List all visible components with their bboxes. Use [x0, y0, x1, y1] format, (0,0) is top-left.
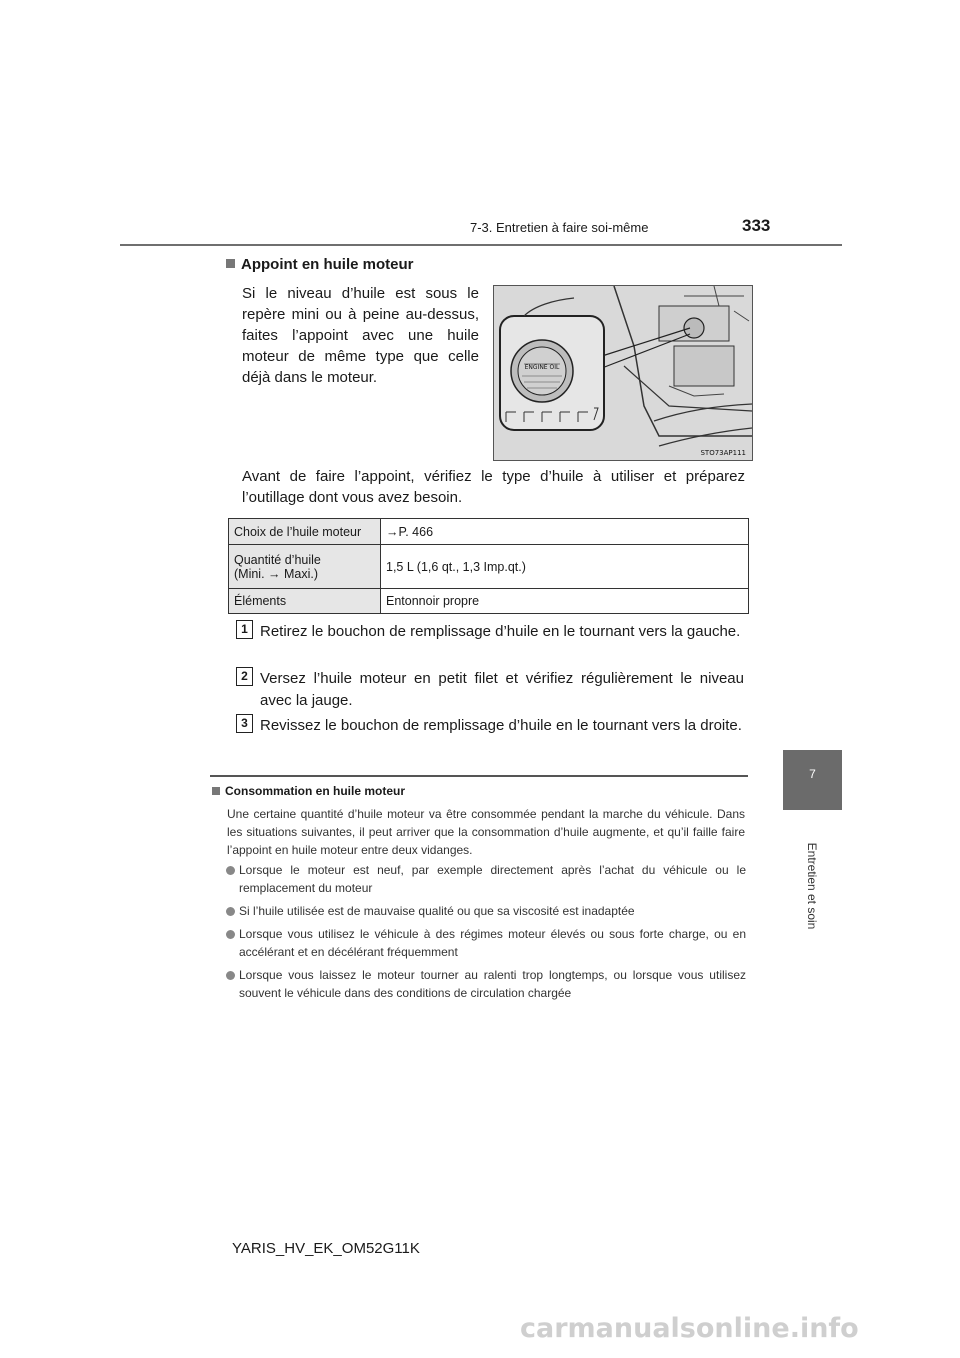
note-heading [212, 784, 405, 798]
list-item: Lorsque vous utilisez le véhicule à des régimes moteur élevés ou sous forte charge, ou en accélérant et en décélérant fréquemment [239, 927, 746, 959]
list-item: Lorsque vous laissez le moteur tourner au ralenti trop longtemps, ou lorsque vous utilisez souvent le véhicule dans des conditions de circulation chargée [239, 968, 746, 1000]
list-item: Si l’huile utilisée est de mauvaise qualité ou que sa viscosité est inadaptée [239, 904, 635, 918]
oil-spec-table [228, 518, 749, 614]
table-value: Entonnoir propre [381, 589, 749, 614]
step-number: 1 [236, 620, 253, 639]
bullet-icon [226, 930, 235, 939]
cap-label-text: ENGINE OIL [524, 364, 560, 371]
list-item: Lorsque le moteur est neuf, par exemple directement après l’achat du véhicule ou le remplacement du moteur [239, 863, 746, 895]
step-text: Revissez le bouchon de remplissage d’huile en le tournant vers la droite. [260, 717, 742, 734]
watermark: carmanualsonline.info [520, 1313, 859, 1344]
note-heading-text: Consommation en huile moteur [225, 784, 406, 798]
page-number: 333 [742, 216, 771, 235]
table-value: →P. 466 [381, 519, 749, 545]
step-text: Retirez le bouchon de remplissage d’huile en le tournant vers la gauche. [260, 623, 741, 640]
table-row [229, 519, 749, 545]
note-divider [210, 775, 748, 777]
table-label: Éléments [229, 589, 381, 614]
step-number: 2 [236, 667, 253, 686]
section-heading [226, 256, 414, 273]
header-divider [120, 244, 842, 246]
step-number: 3 [236, 714, 253, 733]
chapter-number: 7 [809, 767, 816, 781]
step-text: Versez l’huile moteur en petit filet et vérifiez régulièrement le niveau avec la jauge. [260, 670, 744, 709]
table-label: Choix de l’huile moteur [229, 519, 381, 545]
bullet-icon [226, 971, 235, 980]
engine-oil-cap-illustration [493, 285, 753, 461]
figure-code: STO73AP111 [700, 449, 746, 457]
bullet-icon [226, 907, 235, 916]
section-heading-text: Appoint en huile moteur [241, 256, 414, 273]
document-code: YARIS_HV_EK_OM52G11K [232, 1240, 420, 1257]
table-row [229, 589, 749, 614]
bullet-icon [226, 866, 235, 875]
note-paragraph: Une certaine quantité d’huile moteur va être consommée pendant la marche du véhicule. Dans les situations suivantes, il peut arriver que la consommation d’huile augmente, et qu’il faille faire l’appoint en huile moteur entre deux vidanges. [227, 807, 745, 857]
intro-paragraph: Si le niveau d’huile est sous le repère mini ou à peine au-dessus, faites l’appoint avec une huile moteur de même type que celle déjà dans le moteur. [242, 285, 479, 386]
table-label: Quantité d’huile (Mini. → Maxi.) [229, 545, 381, 589]
table-row [229, 545, 749, 589]
section-title: 7-3. Entretien à faire soi-même [470, 220, 649, 235]
square-bullet-icon [212, 787, 220, 795]
square-bullet-icon [226, 259, 235, 268]
before-paragraph: Avant de faire l’appoint, vérifiez le type d’huile à utiliser et préparez l’outillage dont vous avez besoin. [242, 468, 745, 506]
table-value: 1,5 L (1,6 qt., 1,3 Imp.qt.) [381, 545, 749, 589]
engine-bay-drawing [494, 286, 752, 460]
chapter-label: Entretien et soin [805, 842, 819, 930]
